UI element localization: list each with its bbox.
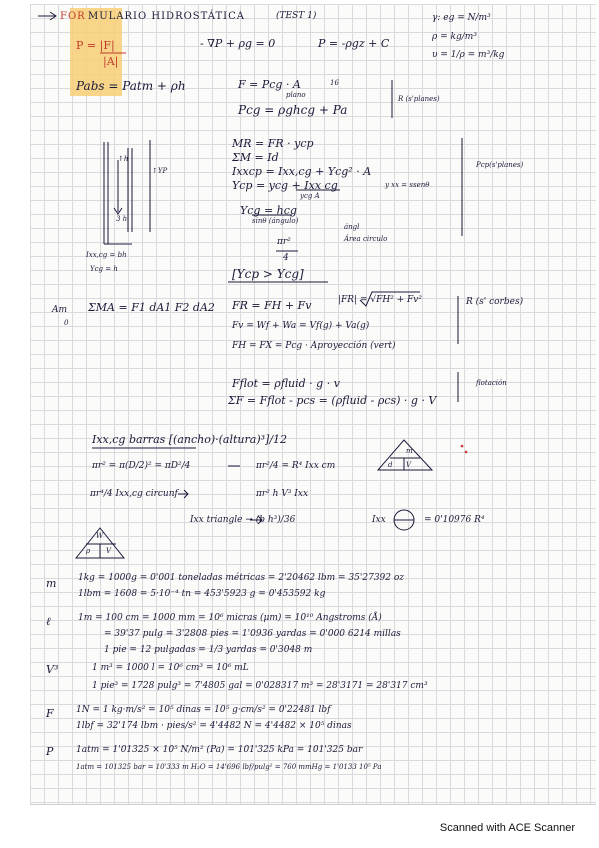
triangle2-label-w: W	[96, 532, 104, 540]
quarter-circle: πr²/4 = R⁴ Ixx cm	[256, 461, 336, 471]
diagram-caption-ycg: Ycg = h	[90, 265, 118, 273]
plane-force-tail: 16	[330, 79, 339, 87]
ycp-denominator: ycg A	[300, 192, 320, 200]
def-nu: υ = 1/ρ = m³/kg	[432, 50, 505, 60]
page-title: MULARIO HIDROSTÁTICA	[88, 11, 245, 22]
area-denominator: 4	[283, 253, 289, 263]
scanner-footer: Scanned with ACE Scanner	[439, 822, 575, 834]
ixx-cp: Ixxcp = Ixx,cg + Ycg² · A	[232, 165, 372, 178]
force-conversion-1: 1N = 1 kg·m/s² = 10⁵ dinas = 10⁵ g·cm/s² = 0'22481 lbf	[76, 705, 331, 715]
moment-resultant: MR = FR · ycp	[232, 137, 314, 150]
buoyancy-note: flotación	[476, 379, 507, 387]
pressure-equation: P = -ρgz + C	[318, 37, 390, 50]
rect-inertia: Ixx,cg barras [(ancho)·(altura)³]/12	[92, 433, 288, 446]
test-label: (TEST 1)	[276, 11, 317, 21]
unit-mass-label: m	[46, 577, 57, 590]
diagram-top-label: ↑h	[118, 155, 129, 163]
diagram-caption-ixx: Ixx,cg = bh	[86, 251, 127, 259]
curved-moment-sum: ΣMA = F1 dA1 F2 dA2	[88, 301, 215, 314]
curved-am: Am	[52, 305, 68, 315]
plane-force-sub: plano	[286, 91, 306, 99]
area-numerator: πr²	[277, 237, 291, 247]
length-conversion-1: 1m = 100 cm = 1000 mm = 10⁶ micras (μm) = 10¹⁰ Angstroms (Å)	[78, 613, 382, 623]
angle-note: ángl	[344, 223, 360, 231]
pressure-area: |A|	[103, 55, 119, 68]
circle-area: πr² = π(D/2)² = πD²/4	[92, 461, 191, 471]
half-inertia: πr² h V³ Ixx	[256, 489, 309, 499]
circle-area-note: Área circulo	[344, 235, 388, 243]
circle-small-label: Ixx	[372, 515, 386, 525]
triangle-label-v: V	[406, 461, 412, 469]
ycg-denominator: sinθ (ángulo)	[252, 217, 299, 225]
pressure-conversion-1: 1atm = 1'01325 × 10⁵ N/m² (Pa) = 101'325 kPa = 101'325 bar	[76, 745, 363, 755]
ycp-side-note: y xx = ssenθ	[385, 181, 430, 189]
volume-conversion-2: 1 pie³ = 1728 pulg³ = 7'4805 gal = 0'028317 m³ = 28'3171 = 28'317 cm³	[92, 681, 428, 691]
pressure-definition: P = |F|	[76, 39, 115, 52]
length-conversion-2: = 39'37 pulg = 3'2808 pies = 1'0936 yardas = 0'000 6214 millas	[104, 629, 401, 639]
triangle-inertia: Ixx triangle → (b h³)/36	[190, 515, 296, 525]
force-conversion-2: 1lbf = 32'174 lbm · pies/s² = 4'4482 N = 4'4482 × 10⁵ dinas	[76, 721, 352, 731]
def-rho: ρ = kg/m³	[432, 32, 477, 42]
triangle2-label-v: V	[106, 547, 112, 555]
volume-conversion-1: 1 m³ = 1000 l = 10⁶ cm³ = 10⁶ mL	[92, 663, 249, 673]
vertical-force: Fv = Wf + Wa = Vf(g) + Va(g)	[232, 321, 370, 331]
def-gamma: γ: eg = N/m³	[432, 13, 491, 23]
mass-conversion-1: 1kg = 1000g = 0'001 toneladas métricas = 2'20462 lbm = 35'27392 oz	[78, 573, 405, 583]
triangle-mdv-figure	[378, 440, 432, 470]
centroid-pressure: Pcg = ρghcg + Pa	[238, 103, 348, 117]
resultant-force: FR = FH + Fv	[232, 299, 312, 312]
unit-force-label: F	[46, 707, 54, 720]
curved-sub: 0	[64, 319, 69, 327]
planes-note: R (s'planes)	[398, 95, 440, 103]
triangle-label-d: d	[388, 461, 393, 469]
gradient-equation: - ∇P + ρg = 0	[200, 37, 276, 50]
length-conversion-3: 1 pie = 12 pulgadas = 1/3 yardas = 0'3048 m	[104, 645, 313, 655]
curved-note: R (s' corbes)	[466, 297, 524, 307]
resultant-magnitude: |FR| = √FH² + Fv²	[338, 295, 422, 305]
plate-diagram	[104, 140, 150, 244]
unit-length-label: ℓ	[46, 615, 51, 628]
ycp-greater: [Ycp > Ycg]	[232, 267, 304, 281]
mass-conversion-2: 1lbm = 1608 = 5·10⁻⁴ tn = 453'5923 g = 0'453592 kg	[78, 589, 326, 599]
unit-pressure-label: P	[46, 745, 54, 758]
plane-force: F = Pcg · A	[238, 78, 301, 91]
semi-circle-inertia: πr⁴/4 Ixx,cg circunf	[90, 489, 178, 499]
triangle-label-m: m	[406, 447, 413, 455]
horizontal-force: FH = FX = Pcg · Aproyección (vert)	[232, 341, 396, 351]
buoyancy-force: Fflot = ρfluid · g · v	[232, 377, 340, 390]
net-force: ΣF = Fflot - pcs = (ρfluid - ρcs) · g · V	[228, 394, 437, 407]
centre-pressure-note: Pcp(s'planes)	[476, 161, 524, 169]
ycg-equation: Ycg = hcg	[240, 204, 297, 217]
title-prefix: FOR	[60, 11, 86, 22]
title-arrow-icon	[38, 12, 56, 20]
triangle2-label-rho: ρ	[86, 547, 91, 555]
moment-sum: ΣM = Id	[232, 151, 279, 164]
unit-volume-label: V³	[46, 663, 59, 676]
diagram-right-label: ↑YP	[152, 167, 168, 175]
pressure-conversion-2: 1atm = 101325 bar = 10'333 m H₂O = 14'696 lbf/pulg² = 760 mmHg = 1'0133 10⁵ Pa	[76, 763, 382, 771]
ycp-equation: Ycp = ycg + Ixx cg	[232, 179, 338, 192]
circle-small-value: = 0'10976 R⁴	[424, 515, 485, 525]
diagram-bottom-label: 3 h	[116, 215, 128, 223]
absolute-pressure: Pabs = Patm + ρh	[76, 79, 186, 93]
